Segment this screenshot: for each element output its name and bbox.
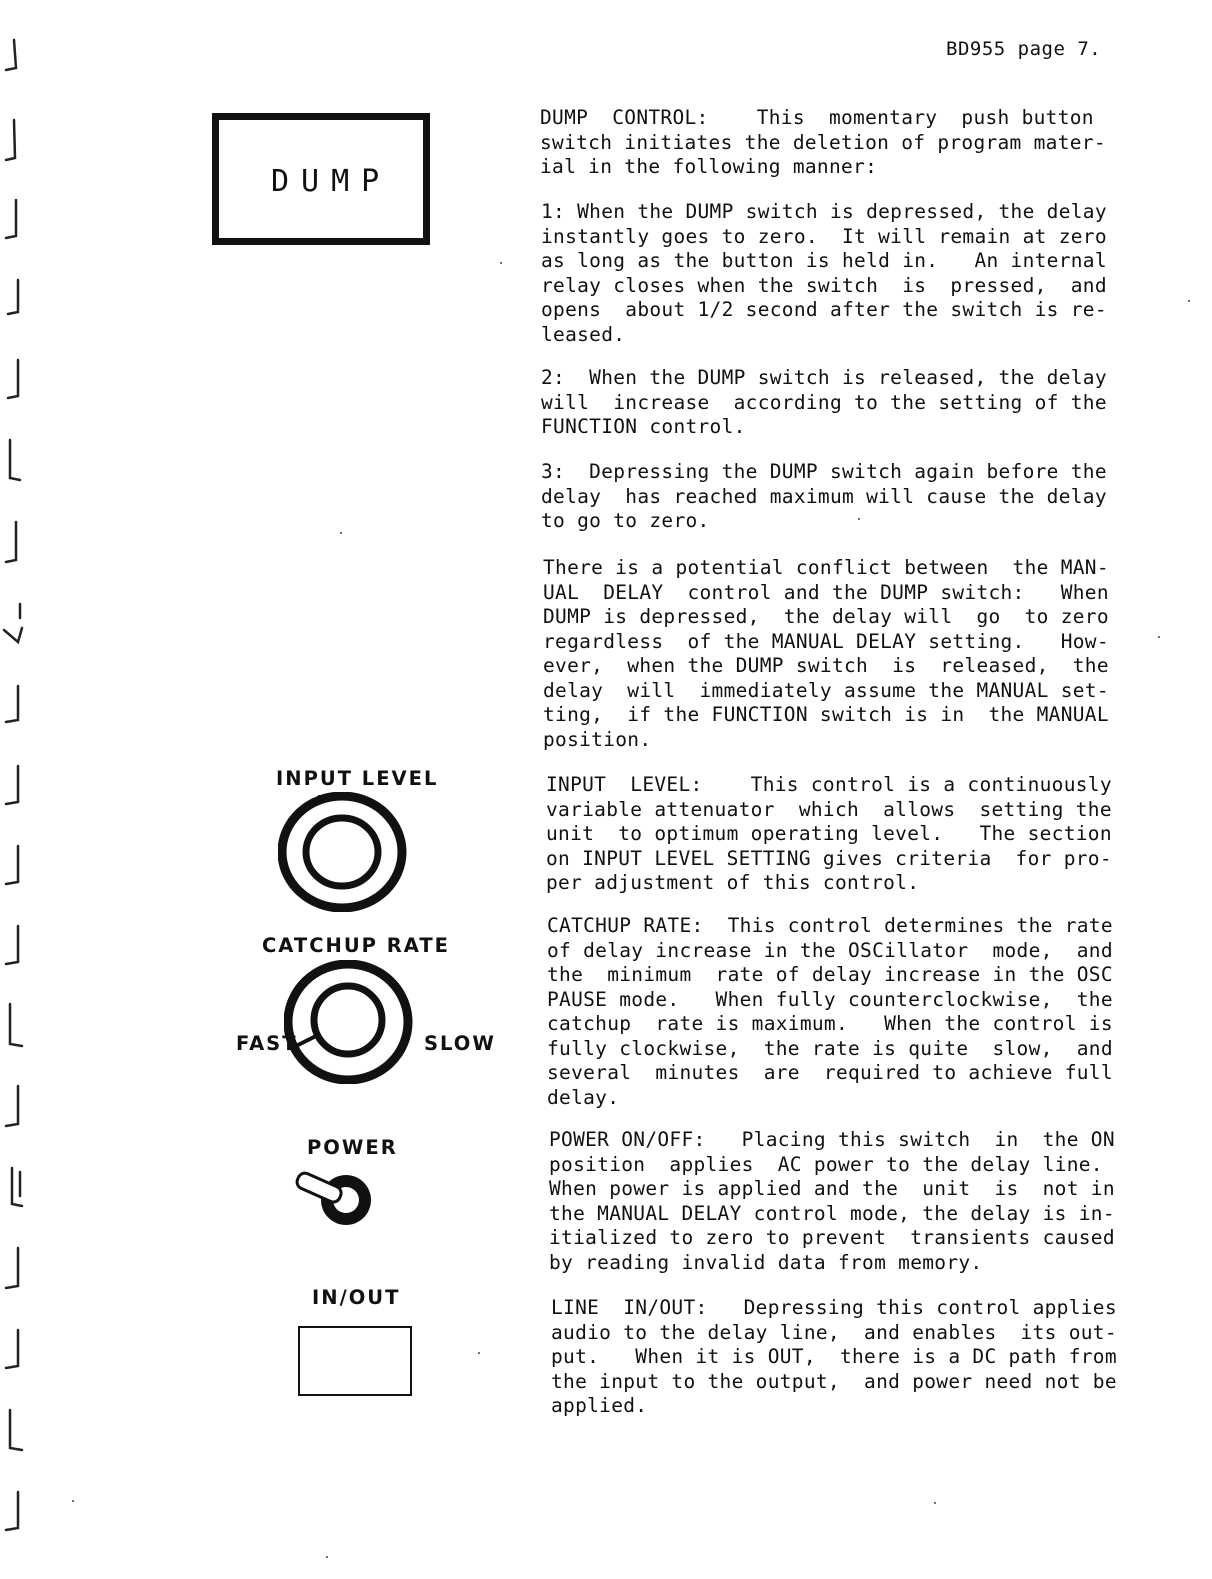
inout-label: IN/OUT — [312, 1286, 401, 1309]
power-paragraph: POWER ON/OFF: Placing this switch in the ON position applies AC power to the delay line. When power is applied and the unit is not in the MANUAL DELAY control mode, the delay is in- itialized to zero to prevent transients caused by reading invalid data from memory. — [549, 1128, 1115, 1274]
catchup-rate-paragraph: CATCHUP RATE: This control determines the rate of delay increase in the OSCillator mode, and the minimum rate of delay increase in the OSC PAUSE mode. When fully counterclockwise, the catchup rate is maximum. When the control is fully clockwise, the rate is quite slow, and several minutes are required to achieve full delay. — [547, 914, 1113, 1109]
input-level-paragraph: INPUT LEVEL: This control is a continuously variable attenuator which allows setting the unit to optimum operating level. The section on INPUT LEVEL SETTING gives criteria for pro- per adjustment of this control. — [546, 773, 1112, 894]
binding-spiral — [0, 0, 40, 1579]
line-inout-paragraph: LINE IN/OUT: Depressing this control applies audio to the delay line, and enables its out- put. When it is OUT, there is a DC path from the input to the output, and power need not be applied. — [551, 1296, 1117, 1417]
power-label: POWER — [307, 1136, 398, 1159]
scan-speck — [326, 1556, 328, 1558]
fast-label: FAST — [236, 1032, 298, 1055]
scan-speck — [340, 532, 342, 534]
dump-step-3: 3: Depressing the DUMP switch again before the delay has reached maximum will cause the delay to go to zero. — [541, 460, 1107, 532]
scan-speck — [500, 262, 502, 264]
scan-speck — [72, 1500, 74, 1502]
input-level-label: INPUT LEVEL — [276, 767, 439, 790]
slow-label: SLOW — [424, 1032, 496, 1055]
scan-speck — [1158, 636, 1160, 638]
inout-button[interactable] — [298, 1326, 412, 1396]
input-level-knob[interactable] — [278, 792, 414, 912]
dump-label: DUMP — [271, 164, 392, 199]
conflict-paragraph: There is a potential conflict between the MAN- UAL DELAY control and the DUMP switch: When DUMP is depressed, the delay will go to zero regardless of the MANUAL DELAY setting. How- ever, when the DUMP switch is released, the delay will immediately assume the MANUAL set- ting, if the FUNCTION switch is in the MANUAL position. — [543, 556, 1109, 751]
dump-button[interactable] — [212, 113, 430, 245]
power-toggle-switch[interactable] — [294, 1170, 380, 1232]
dump-step-1: 1: When the DUMP switch is depressed, the delay instantly goes to zero. It will remain at zero as long as the button is held in. An internal relay closes when the switch is pressed, and opens about 1/2 second after the switch is re- leased. — [541, 200, 1107, 346]
catchup-rate-knob[interactable] — [284, 960, 420, 1084]
dump-step-2: 2: When the DUMP switch is released, the delay will increase according to the setting of the FUNCTION control. — [541, 366, 1107, 438]
scan-speck — [934, 1502, 936, 1504]
scan-speck — [858, 518, 860, 520]
scan-speck — [1188, 300, 1190, 302]
page-reference: BD955 page 7. — [946, 38, 1102, 60]
dump-control-paragraph: DUMP CONTROL: This momentary push button switch initiates the deletion of program mater- ial in the following manner: — [540, 106, 1106, 178]
catchup-rate-label: CATCHUP RATE — [262, 934, 450, 957]
scan-speck — [478, 1352, 480, 1354]
